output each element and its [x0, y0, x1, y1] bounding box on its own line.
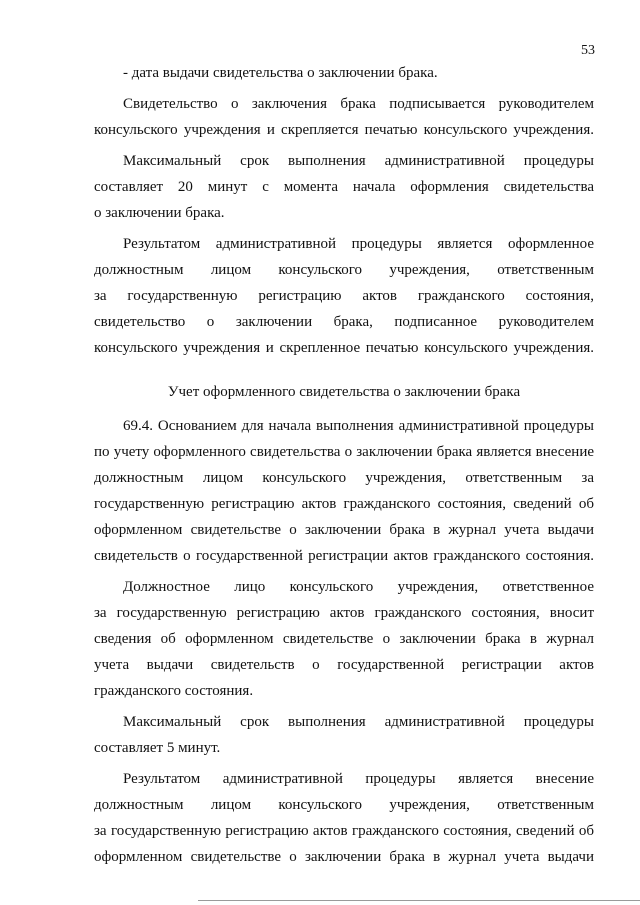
text-line: Должностное лицо консульского учреждения, ответственное [123, 579, 594, 595]
text-line: 69.4. Основанием для начала выполнения административной процедуры [123, 418, 594, 434]
text-line: - дата выдачи свидетельства о заключении брака. [123, 65, 438, 81]
text-line: гражданского состояния. [94, 683, 254, 699]
text-line: по учету оформленного свидетельства о заключении брака является внесение [94, 444, 594, 460]
document-body [94, 60, 594, 870]
text-line: за государственную регистрацию актов гражданского состояния, сведений об [94, 823, 594, 839]
text-line: о заключении брака. [94, 205, 225, 221]
section-heading: Учет оформленного свидетельства о заключении брака [167, 384, 521, 400]
text-line: Максимальный срок выполнения административной процедуры [123, 714, 594, 730]
text-line: Максимальный срок выполнения административной процедуры [123, 153, 594, 169]
page-bottom-rule [198, 900, 640, 901]
text-line: составляет 20 минут с момента начала оформления свидетельства [94, 179, 594, 195]
text-line: должностным лицом консульского учреждения, ответственным [94, 262, 594, 278]
text-line: консульского учреждения и скрепляется печатью консульского учреждения. [94, 122, 594, 138]
text-line: сведения об оформленном свидетельстве о заключении брака в журнал [94, 631, 594, 647]
text-line: Результатом административной процедуры является внесение [123, 771, 594, 787]
text-line: оформленном свидетельстве о заключении брака в журнал учета выдачи [94, 522, 594, 538]
text-line: должностным лицом консульского учреждения, ответственным за [94, 470, 594, 486]
text-line: государственную регистрацию актов гражданского состояния, сведений об [94, 496, 594, 512]
text-line: за государственную регистрацию актов гражданского состояния, [94, 288, 594, 304]
text-line: составляет 5 минут. [94, 740, 221, 756]
text-line: Свидетельство о заключения брака подписывается руководителем [123, 96, 594, 112]
page-number: 53 [581, 43, 595, 58]
text-line: Результатом административной процедуры является оформленное [123, 236, 594, 252]
text-line: должностным лицом консульского учреждения, ответственным [94, 797, 594, 813]
text-line: свидетельство о заключении брака, подписанное руководителем [94, 314, 594, 330]
text-line: оформленном свидетельстве о заключении брака в журнал учета выдачи [94, 849, 594, 865]
text-line: свидетельств о государственной регистрации актов гражданского состояния. [94, 548, 594, 564]
text-line: учета выдачи свидетельств о государственной регистрации актов [94, 657, 594, 673]
text-line: за государственную регистрацию актов гражданского состояния, вносит [94, 605, 594, 621]
text-line: консульского учреждения и скрепленное печатью консульского учреждения. [94, 340, 594, 356]
